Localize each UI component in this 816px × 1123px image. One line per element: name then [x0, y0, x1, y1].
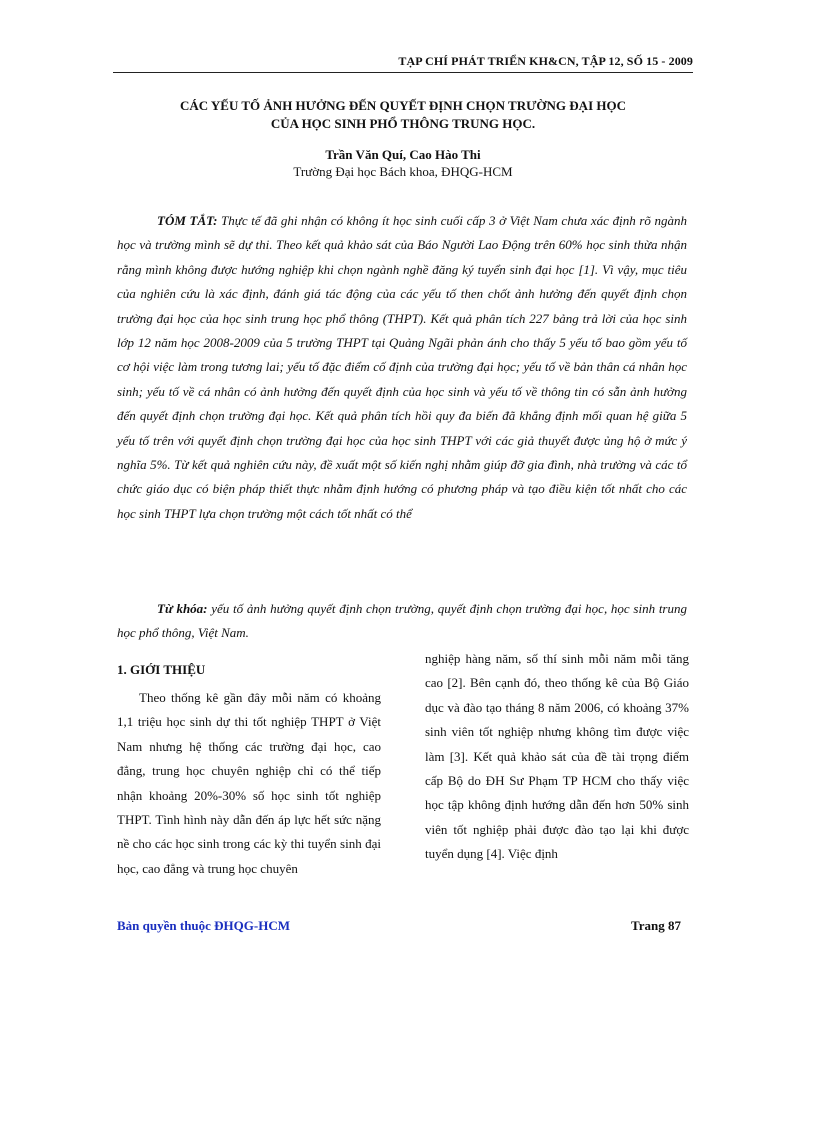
footer-copyright: Bản quyền thuộc ĐHQG-HCM [117, 918, 290, 933]
intro-paragraph-right: nghiệp hàng năm, số thí sinh mỗi năm mỗi tăng cao [2]. Bên cạnh đó, theo thống kê của Bộ Giáo dục và đào tạo tháng 8 năm 2006, có khoảng 37% sinh viên tốt nghiệp nhưng không tìm được việc làm [3]. Kết quả khảo sát của đề tài trọng điểm cấp Bộ do ĐH Sư Phạm TP HCM cho thấy việc học tập không định hướng dẫn đến hơn 50% sinh viên tốt nghiệp phải được đào tạo lại khi được tuyển dụng [4]. Việc định [425, 651, 689, 862]
authors: Trần Văn Quí, Cao Hào Thi [325, 147, 481, 162]
abstract [117, 209, 687, 526]
left-column [117, 661, 381, 881]
title-line-2: CỦA HỌC SINH PHỔ THÔNG TRUNG HỌC. [270, 116, 536, 131]
intro-paragraph-left: Theo thống kê gần đây mỗi năm có khoảng 1,1 triệu học sinh dự thi tốt nghiệp THPT ở Việt Nam nhưng hệ thống các trường đại học, cao đẳng, trung học chuyên nghiệp chỉ có thể tiếp nhận khoảng 20%-30% số học sinh tốt nghiệp THPT. Tình hình này dẫn đến áp lực hết sức nặng nề cho các học sinh trong các kỳ thi tuyển sinh đại học, cao đẳng và trung học chuyên [117, 690, 381, 876]
affiliation: Trường Đại học Bách khoa, ĐHQG-HCM [293, 164, 513, 179]
title-line-1: CÁC YẾU TỐ ẢNH HƯỞNG ĐẾN QUYẾT ĐỊNH CHỌN TRƯỜNG ĐẠI HỌC [179, 98, 626, 113]
header-rule [113, 72, 693, 73]
right-column [425, 647, 689, 867]
section-heading-introduction: 1. GIỚI THIỆU [117, 662, 206, 677]
running-head: TẠP CHÍ PHÁT TRIỂN KH&CN, TẬP 12, SỐ 15 - 2009 [398, 54, 693, 68]
keywords-text: yếu tố ảnh hưởng quyết định chọn trường, quyết định chọn trường đại học, học sinh trung học phổ thông, Việt Nam. [117, 601, 687, 641]
paper-title [113, 97, 693, 133]
keywords-label: Từ khóa: [157, 601, 208, 616]
abstract-text: Thực tế đã ghi nhận có không ít học sinh cuối cấp 3 ở Việt Nam chưa xác định rõ ngành học và trường mình sẽ dự thi. Theo kết quả khảo sát của Báo Người Lao Động trên 60% học sinh thừa nhận rằng mình không được hướng nghiệp khi chọn ngành nghề đăng ký tuyển sinh đại học [1]. Vì vậy, mục tiêu của nghiên cứu là xác định, đánh giá tác động của các yếu tố then chốt ảnh hưởng đến quyết định chọn trường đại học của học sinh trung học phổ thông (THPT). Kết quả phân tích 227 bảng trả lời của học sinh lớp 12 năm học 2008-2009 của 5 trường THPT tại Quảng Ngãi phản ánh cho thấy 5 yếu tố bao gồm yếu tố cơ hội việc làm trong tương lai; yếu tố đặc điểm cố định của trường đại học; yếu tố về bản thân cá nhân học sinh; yếu tố về cá nhân có ảnh hưởng đến quyết định của học sinh và yếu tố về thông tin có sẵn ảnh hưởng đến quyết định chọn trường đại học. Kết quả phân tích hồi quy đa biến đã khẳng định mối quan hệ giữa 5 yếu tố trên với quyết định chọn trường đại học của học sinh THPT với các giả thuyết được ủng hộ ở mức ý nghĩa 5%. Từ kết quả nghiên cứu này, đề xuất một số kiến nghị nhằm giúp đỡ gia đình, nhà trường và các tổ chức giáo dục có biện pháp thiết thực nhằm định hướng có phương pháp và tạo điều kiện tốt nhất cho các học sinh THPT lựa chọn trường một cách tốt nhất có thể [117, 213, 687, 521]
footer-page-number: Trang 87 [631, 918, 681, 933]
abstract-label: TÓM TẮT: [157, 213, 218, 228]
keywords [117, 597, 687, 646]
